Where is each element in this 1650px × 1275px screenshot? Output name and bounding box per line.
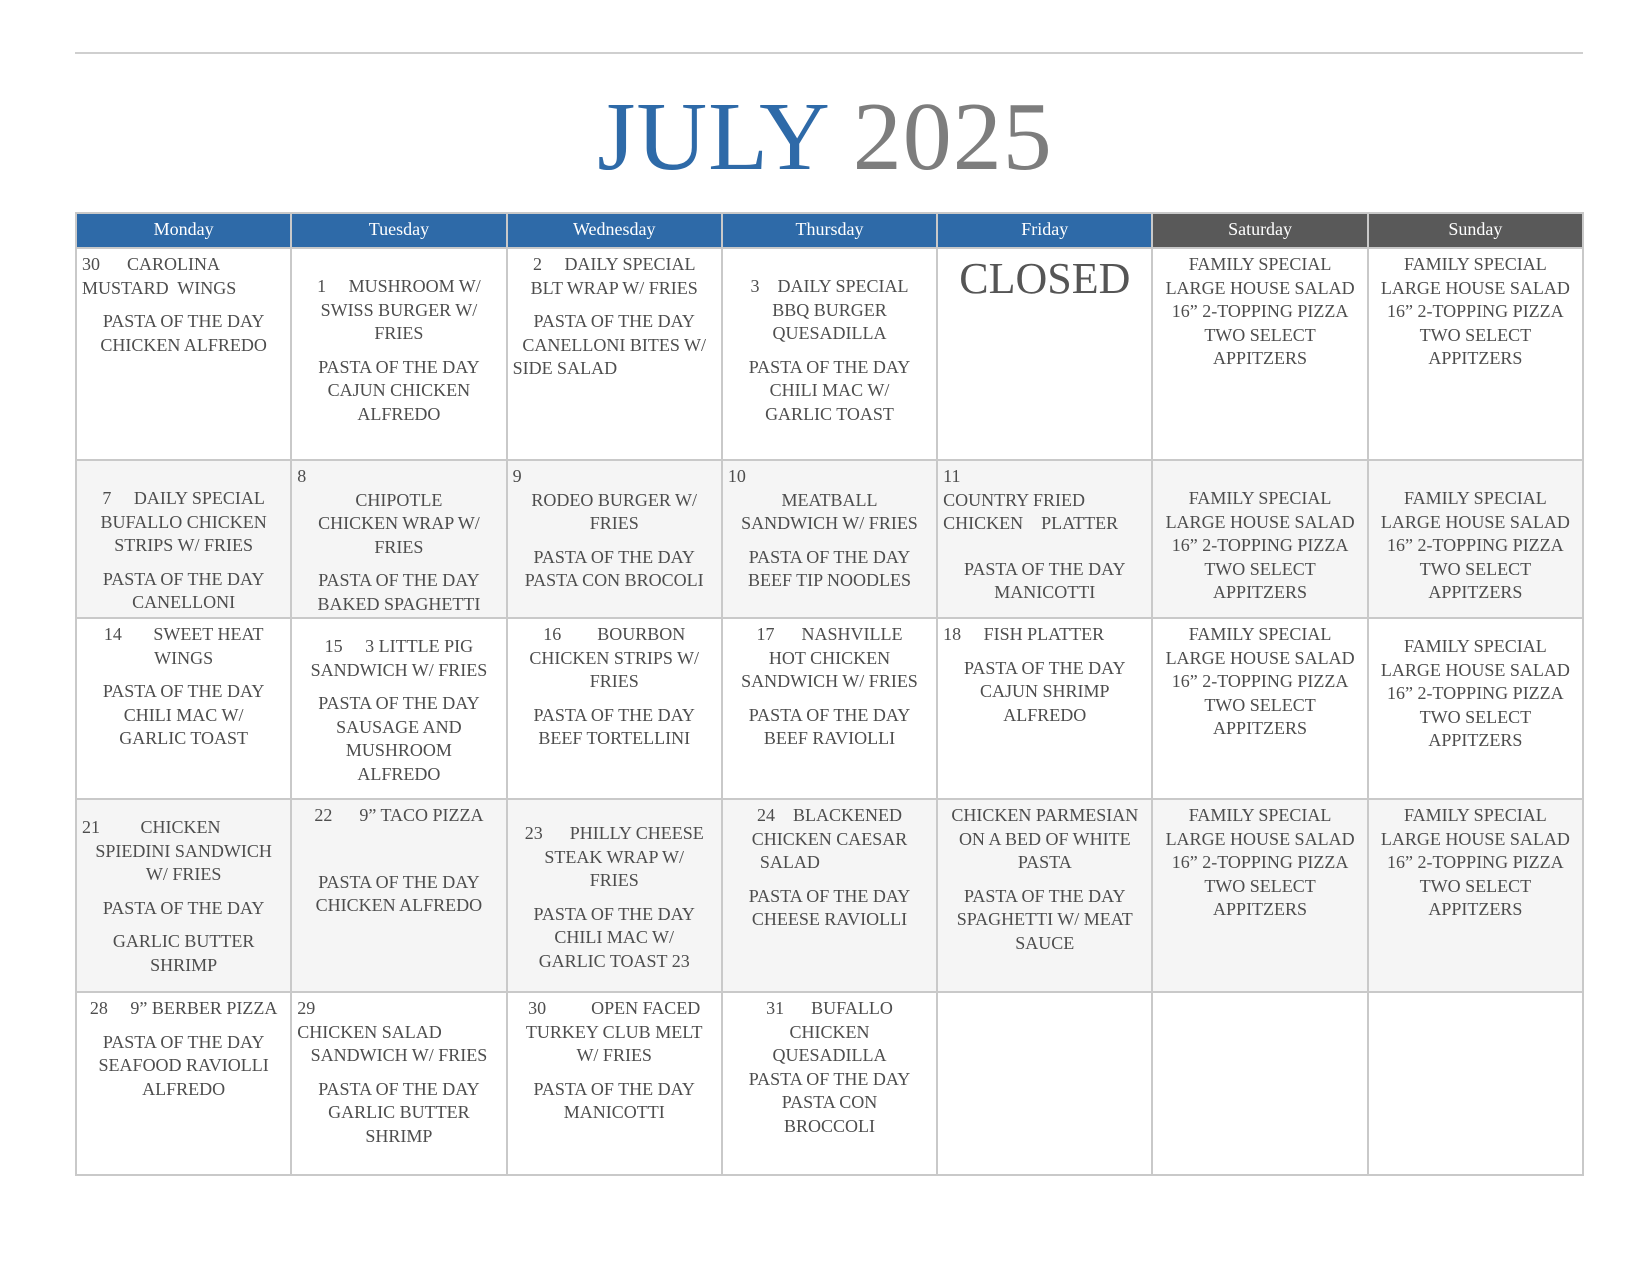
pasta-label: PASTA OF THE DAY bbox=[102, 681, 265, 701]
family-line: TWO SELECT bbox=[1419, 875, 1532, 896]
day-line: 7 DAILY SPECIAL bbox=[102, 488, 265, 508]
pasta-label: PASTA OF THE DAY bbox=[964, 558, 1126, 579]
pasta-dish: CAJUN CHICKEN bbox=[327, 380, 471, 400]
pasta-dish: BEEF RAVIOLLI bbox=[763, 728, 896, 748]
day-line: CHIPOTLE bbox=[355, 489, 443, 510]
pasta-dish: PASTA CON BROCOLI bbox=[524, 570, 704, 590]
pasta-dish: ALFREDO bbox=[357, 403, 441, 424]
day-line: WINGS bbox=[154, 647, 214, 668]
pasta-label: PASTA OF THE DAY bbox=[533, 546, 695, 567]
pasta-dish: BROCCOLI bbox=[783, 1115, 875, 1136]
family-line: TWO SELECT bbox=[1204, 875, 1316, 896]
pasta-label: PASTA OF THE DAY bbox=[533, 311, 695, 331]
day-line: CHICKEN PLATTER bbox=[943, 513, 1119, 533]
day-cell bbox=[77, 993, 292, 1176]
day-line: MEATBALL bbox=[781, 489, 878, 510]
family-line: FAMILY SPECIAL bbox=[1188, 805, 1332, 825]
empty-day-cell bbox=[1153, 993, 1368, 1176]
title-month: JULY bbox=[597, 83, 828, 191]
pasta-dish: BAKED SPAGHETTI bbox=[317, 593, 481, 614]
day-line: ON A BED OF WHITE bbox=[958, 828, 1131, 849]
day-line: CHICKEN CAESAR bbox=[751, 828, 908, 849]
family-line: FAMILY SPECIAL bbox=[1403, 488, 1547, 508]
day-cell bbox=[938, 800, 1153, 993]
day-line: PASTA bbox=[1017, 852, 1072, 872]
pasta-dish: CHILI MAC W/ bbox=[769, 380, 890, 400]
family-line: 16” 2-TOPPING PIZZA bbox=[1387, 535, 1564, 555]
family-special-cell bbox=[1153, 800, 1368, 993]
day-cell bbox=[292, 249, 507, 461]
day-cell bbox=[723, 619, 938, 800]
pasta-label: PASTA OF THE DAY bbox=[748, 356, 911, 377]
day-line: CHICKEN PARMESIAN bbox=[951, 805, 1139, 825]
day-cell bbox=[508, 619, 723, 800]
pasta-label: PASTA OF THE DAY bbox=[102, 311, 265, 331]
family-special-cell bbox=[1153, 461, 1368, 619]
day-cell bbox=[292, 993, 507, 1176]
family-line: 16” 2-TOPPING PIZZA bbox=[1171, 852, 1349, 872]
pasta-dish: ALFREDO bbox=[1003, 704, 1087, 725]
pasta-dish: CANELLONI bbox=[132, 592, 236, 612]
pasta-dish: CHILI MAC W/ bbox=[123, 704, 244, 725]
day-line: SWISS BURGER W/ bbox=[320, 299, 478, 320]
day-line: QUESADILLA bbox=[772, 323, 887, 343]
family-line: FAMILY SPECIAL bbox=[1188, 488, 1332, 508]
pasta-label: PASTA OF THE DAY bbox=[318, 1078, 480, 1099]
family-line: TWO SELECT bbox=[1204, 558, 1316, 579]
pasta-dish: SIDE SALAD bbox=[512, 358, 618, 378]
day-line: 15 3 LITTLE PIG bbox=[324, 636, 474, 656]
pasta-label: PASTA OF THE DAY bbox=[102, 568, 265, 589]
day-line: SANDWICH W/ FRIES bbox=[741, 513, 918, 533]
pasta-label: PASTA OF THE DAY bbox=[964, 657, 1126, 678]
title-year: 2025 bbox=[852, 83, 1053, 191]
family-line: LARGE HOUSE SALAD bbox=[1165, 277, 1355, 298]
day-cell bbox=[77, 249, 292, 461]
family-special-cell bbox=[1153, 249, 1368, 461]
weekday-monday: Monday bbox=[77, 214, 292, 249]
pasta-label: PASTA OF THE DAY bbox=[318, 871, 480, 892]
day-cell bbox=[77, 800, 292, 993]
day-line: SPIEDINI SANDWICH bbox=[95, 840, 272, 861]
pasta-dish: SAUCE bbox=[1015, 932, 1075, 953]
family-line: APPITZERS bbox=[1213, 899, 1308, 919]
day-line: FRIES bbox=[374, 536, 424, 557]
weekday-thursday: Thursday bbox=[723, 214, 938, 249]
pasta-dish: CHICKEN ALFREDO bbox=[315, 895, 483, 915]
family-line: APPITZERS bbox=[1213, 582, 1308, 602]
family-line: FAMILY SPECIAL bbox=[1188, 624, 1332, 644]
day-line: CHICKEN bbox=[789, 1021, 870, 1042]
day-line: STRIPS W/ FRIES bbox=[114, 535, 253, 555]
pasta-dish: CANELLONI BITES W/ bbox=[522, 334, 707, 355]
family-special-cell bbox=[1369, 461, 1584, 619]
day-line: CHICKEN WRAP W/ bbox=[318, 513, 480, 533]
day-line: 30 OPEN FACED bbox=[528, 998, 701, 1018]
top-rule bbox=[75, 52, 1583, 54]
day-line: SANDWICH W/ FRIES bbox=[310, 659, 488, 680]
pasta-dish: CHILI MAC W/ bbox=[554, 927, 675, 947]
day-cell bbox=[292, 800, 507, 993]
pasta-dish: PASTA CON bbox=[781, 1092, 878, 1112]
day-line: 28 9” BERBER PIZZA bbox=[89, 998, 278, 1018]
pasta-label: PASTA OF THE DAY bbox=[318, 570, 480, 590]
day-line: COUNTRY FRIED bbox=[943, 489, 1085, 510]
day-line: TURKEY CLUB MELT bbox=[525, 1021, 703, 1042]
pasta-dish: ALFREDO bbox=[142, 1078, 226, 1099]
day-line: BBQ BURGER bbox=[772, 299, 887, 320]
pasta-label: PASTA OF THE DAY bbox=[748, 885, 911, 906]
day-line: 21 CHICKEN bbox=[82, 817, 221, 837]
pasta-dish: GARLIC BUTTER bbox=[112, 931, 255, 951]
family-line: 16” 2-TOPPING PIZZA bbox=[1387, 852, 1564, 872]
family-line: FAMILY SPECIAL bbox=[1188, 254, 1332, 274]
day-line: W/ FRIES bbox=[576, 1045, 652, 1065]
pasta-dish: SPAGHETTI W/ MEAT bbox=[956, 909, 1133, 929]
family-special-cell bbox=[1369, 800, 1584, 993]
day-cell bbox=[938, 619, 1153, 800]
day-line: W/ FRIES bbox=[145, 864, 222, 884]
pasta-dish: BEEF TIP NOODLES bbox=[747, 570, 911, 590]
day-cell bbox=[292, 461, 507, 619]
day-line: HOT CHICKEN bbox=[768, 647, 891, 668]
calendar-title bbox=[0, 82, 1650, 192]
pasta-dish: CHICKEN ALFREDO bbox=[100, 334, 267, 355]
family-line: APPITZERS bbox=[1428, 348, 1523, 368]
family-line: TWO SELECT bbox=[1419, 324, 1532, 345]
pasta-label: PASTA OF THE DAY bbox=[533, 903, 695, 924]
family-line: FAMILY SPECIAL bbox=[1403, 254, 1547, 274]
family-line: APPITZERS bbox=[1428, 582, 1523, 602]
pasta-label: PASTA OF THE DAY bbox=[533, 1078, 695, 1099]
day-line: SALAD bbox=[759, 852, 820, 872]
day-line: QUESADILLA bbox=[772, 1045, 887, 1065]
day-line: FRIES bbox=[374, 323, 424, 343]
family-special-cell bbox=[1369, 619, 1584, 800]
day-line: 22 9” TACO PIZZA bbox=[314, 805, 484, 825]
pasta-dish: SHRIMP bbox=[150, 954, 218, 975]
day-cell bbox=[938, 249, 1153, 461]
family-line: LARGE HOUSE SALAD bbox=[1165, 828, 1355, 849]
family-line: TWO SELECT bbox=[1419, 558, 1532, 579]
day-line: 14 SWEET HEAT bbox=[103, 624, 264, 644]
family-line: 16” 2-TOPPING PIZZA bbox=[1171, 535, 1349, 555]
day-line: 16 BOURBON bbox=[543, 624, 686, 644]
day-number: 29 bbox=[297, 998, 316, 1018]
day-number: 10 bbox=[727, 466, 746, 486]
empty-day-cell bbox=[938, 993, 1153, 1176]
day-cell bbox=[723, 249, 938, 461]
day-line: 3 DAILY SPECIAL bbox=[750, 276, 909, 296]
family-line: APPITZERS bbox=[1213, 348, 1308, 368]
weekday-friday: Friday bbox=[938, 214, 1153, 249]
day-line: MUSTARD WINGS bbox=[82, 277, 237, 298]
family-line: LARGE HOUSE SALAD bbox=[1165, 647, 1355, 668]
day-line: FRIES bbox=[589, 513, 639, 533]
day-line: SANDWICH W/ FRIES bbox=[741, 671, 918, 691]
pasta-label: PASTA OF THE DAY bbox=[748, 704, 911, 725]
closed-label: CLOSED bbox=[959, 254, 1131, 303]
day-cell bbox=[723, 461, 938, 619]
family-line: 16” 2-TOPPING PIZZA bbox=[1171, 671, 1349, 691]
day-line: FRIES bbox=[589, 870, 639, 890]
family-line: LARGE HOUSE SALAD bbox=[1380, 511, 1570, 532]
pasta-dish: MANICOTTI bbox=[994, 582, 1096, 602]
family-line: 16” 2-TOPPING PIZZA bbox=[1387, 683, 1564, 703]
pasta-dish: GARLIC BUTTER bbox=[328, 1102, 470, 1122]
family-line: TWO SELECT bbox=[1204, 694, 1316, 715]
pasta-label: PASTA OF THE DAY bbox=[533, 704, 695, 725]
day-cell bbox=[508, 461, 723, 619]
day-cell bbox=[723, 800, 938, 993]
family-line: LARGE HOUSE SALAD bbox=[1380, 659, 1570, 680]
family-line: FAMILY SPECIAL bbox=[1403, 636, 1547, 656]
family-line: APPITZERS bbox=[1428, 730, 1523, 750]
family-special-cell bbox=[1369, 249, 1584, 461]
day-line: 30 CAROLINA bbox=[82, 254, 220, 274]
day-line: RODEO BURGER W/ bbox=[531, 489, 698, 510]
day-line: CHICKEN SALAD bbox=[297, 1021, 442, 1042]
family-line: TWO SELECT bbox=[1419, 706, 1532, 727]
day-line: STEAK WRAP W/ bbox=[544, 846, 685, 867]
day-number: 11 bbox=[943, 466, 961, 486]
day-cell bbox=[508, 800, 723, 993]
pasta-label: PASTA OF THE DAY bbox=[102, 1031, 265, 1052]
day-cell bbox=[938, 461, 1153, 619]
day-line: 2 DAILY SPECIAL bbox=[532, 254, 696, 274]
weekday-tuesday: Tuesday bbox=[292, 214, 507, 249]
day-line: CHICKEN STRIPS W/ bbox=[529, 647, 700, 668]
day-cell bbox=[723, 993, 938, 1176]
pasta-dish: SHRIMP bbox=[365, 1125, 433, 1146]
day-line: 18 FISH PLATTER bbox=[943, 624, 1105, 644]
day-line: 17 NASHVILLE bbox=[756, 624, 903, 644]
day-cell bbox=[508, 993, 723, 1176]
pasta-dish: GARLIC TOAST 23 bbox=[538, 950, 690, 971]
day-cell bbox=[77, 619, 292, 800]
family-line: LARGE HOUSE SALAD bbox=[1380, 828, 1570, 849]
pasta-label: PASTA OF THE DAY bbox=[318, 356, 480, 377]
day-cell bbox=[77, 461, 292, 619]
pasta-label: PASTA OF THE DAY bbox=[102, 897, 265, 918]
pasta-label: PASTA OF THE DAY bbox=[748, 1068, 911, 1089]
empty-day-cell bbox=[1369, 993, 1584, 1176]
day-number: 9 bbox=[512, 466, 522, 486]
day-cell bbox=[292, 619, 507, 800]
weekday-wednesday: Wednesday bbox=[508, 214, 723, 249]
family-line: APPITZERS bbox=[1428, 899, 1523, 919]
pasta-dish: CHEESE RAVIOLLI bbox=[751, 909, 908, 929]
family-line: APPITZERS bbox=[1213, 718, 1308, 738]
pasta-dish: GARLIC TOAST bbox=[119, 728, 249, 748]
day-line: 23 PHILLY CHEESE bbox=[524, 823, 704, 843]
day-line: FRIES bbox=[589, 671, 639, 691]
day-line: 24 BLACKENED bbox=[756, 805, 902, 825]
pasta-dish: BEEF TORTELLINI bbox=[538, 728, 691, 748]
day-cell bbox=[508, 249, 723, 461]
pasta-dish: SEAFOOD RAVIOLLI bbox=[98, 1055, 269, 1075]
pasta-dish: SAUSAGE AND bbox=[336, 716, 462, 737]
weekday-sunday: Sunday bbox=[1369, 214, 1584, 249]
family-line: FAMILY SPECIAL bbox=[1403, 805, 1547, 825]
pasta-dish: MUSHROOM bbox=[345, 740, 452, 760]
family-special-cell bbox=[1153, 619, 1368, 800]
family-line: 16” 2-TOPPING PIZZA bbox=[1171, 301, 1349, 321]
family-line: TWO SELECT bbox=[1204, 324, 1316, 345]
pasta-label: PASTA OF THE DAY bbox=[748, 546, 911, 567]
pasta-dish: GARLIC TOAST bbox=[765, 403, 894, 424]
day-line: BLT WRAP W/ FRIES bbox=[530, 277, 698, 298]
day-number: 8 bbox=[297, 466, 307, 486]
family-line: 16” 2-TOPPING PIZZA bbox=[1387, 301, 1564, 321]
calendar-grid bbox=[75, 212, 1584, 1176]
day-line: SANDWICH W/ FRIES bbox=[310, 1045, 488, 1065]
family-line: LARGE HOUSE SALAD bbox=[1380, 277, 1570, 298]
family-line: LARGE HOUSE SALAD bbox=[1165, 511, 1355, 532]
pasta-dish: MANICOTTI bbox=[563, 1102, 665, 1122]
pasta-dish: ALFREDO bbox=[357, 763, 441, 784]
day-line: 31 BUFALLO bbox=[766, 998, 893, 1018]
day-line: 1 MUSHROOM W/ bbox=[317, 276, 481, 296]
pasta-label: PASTA OF THE DAY bbox=[318, 693, 480, 713]
day-line: BUFALLO CHICKEN bbox=[100, 511, 267, 532]
pasta-dish: CAJUN SHRIMP bbox=[980, 681, 1110, 701]
pasta-label: PASTA OF THE DAY bbox=[964, 885, 1126, 906]
weekday-saturday: Saturday bbox=[1153, 214, 1368, 249]
